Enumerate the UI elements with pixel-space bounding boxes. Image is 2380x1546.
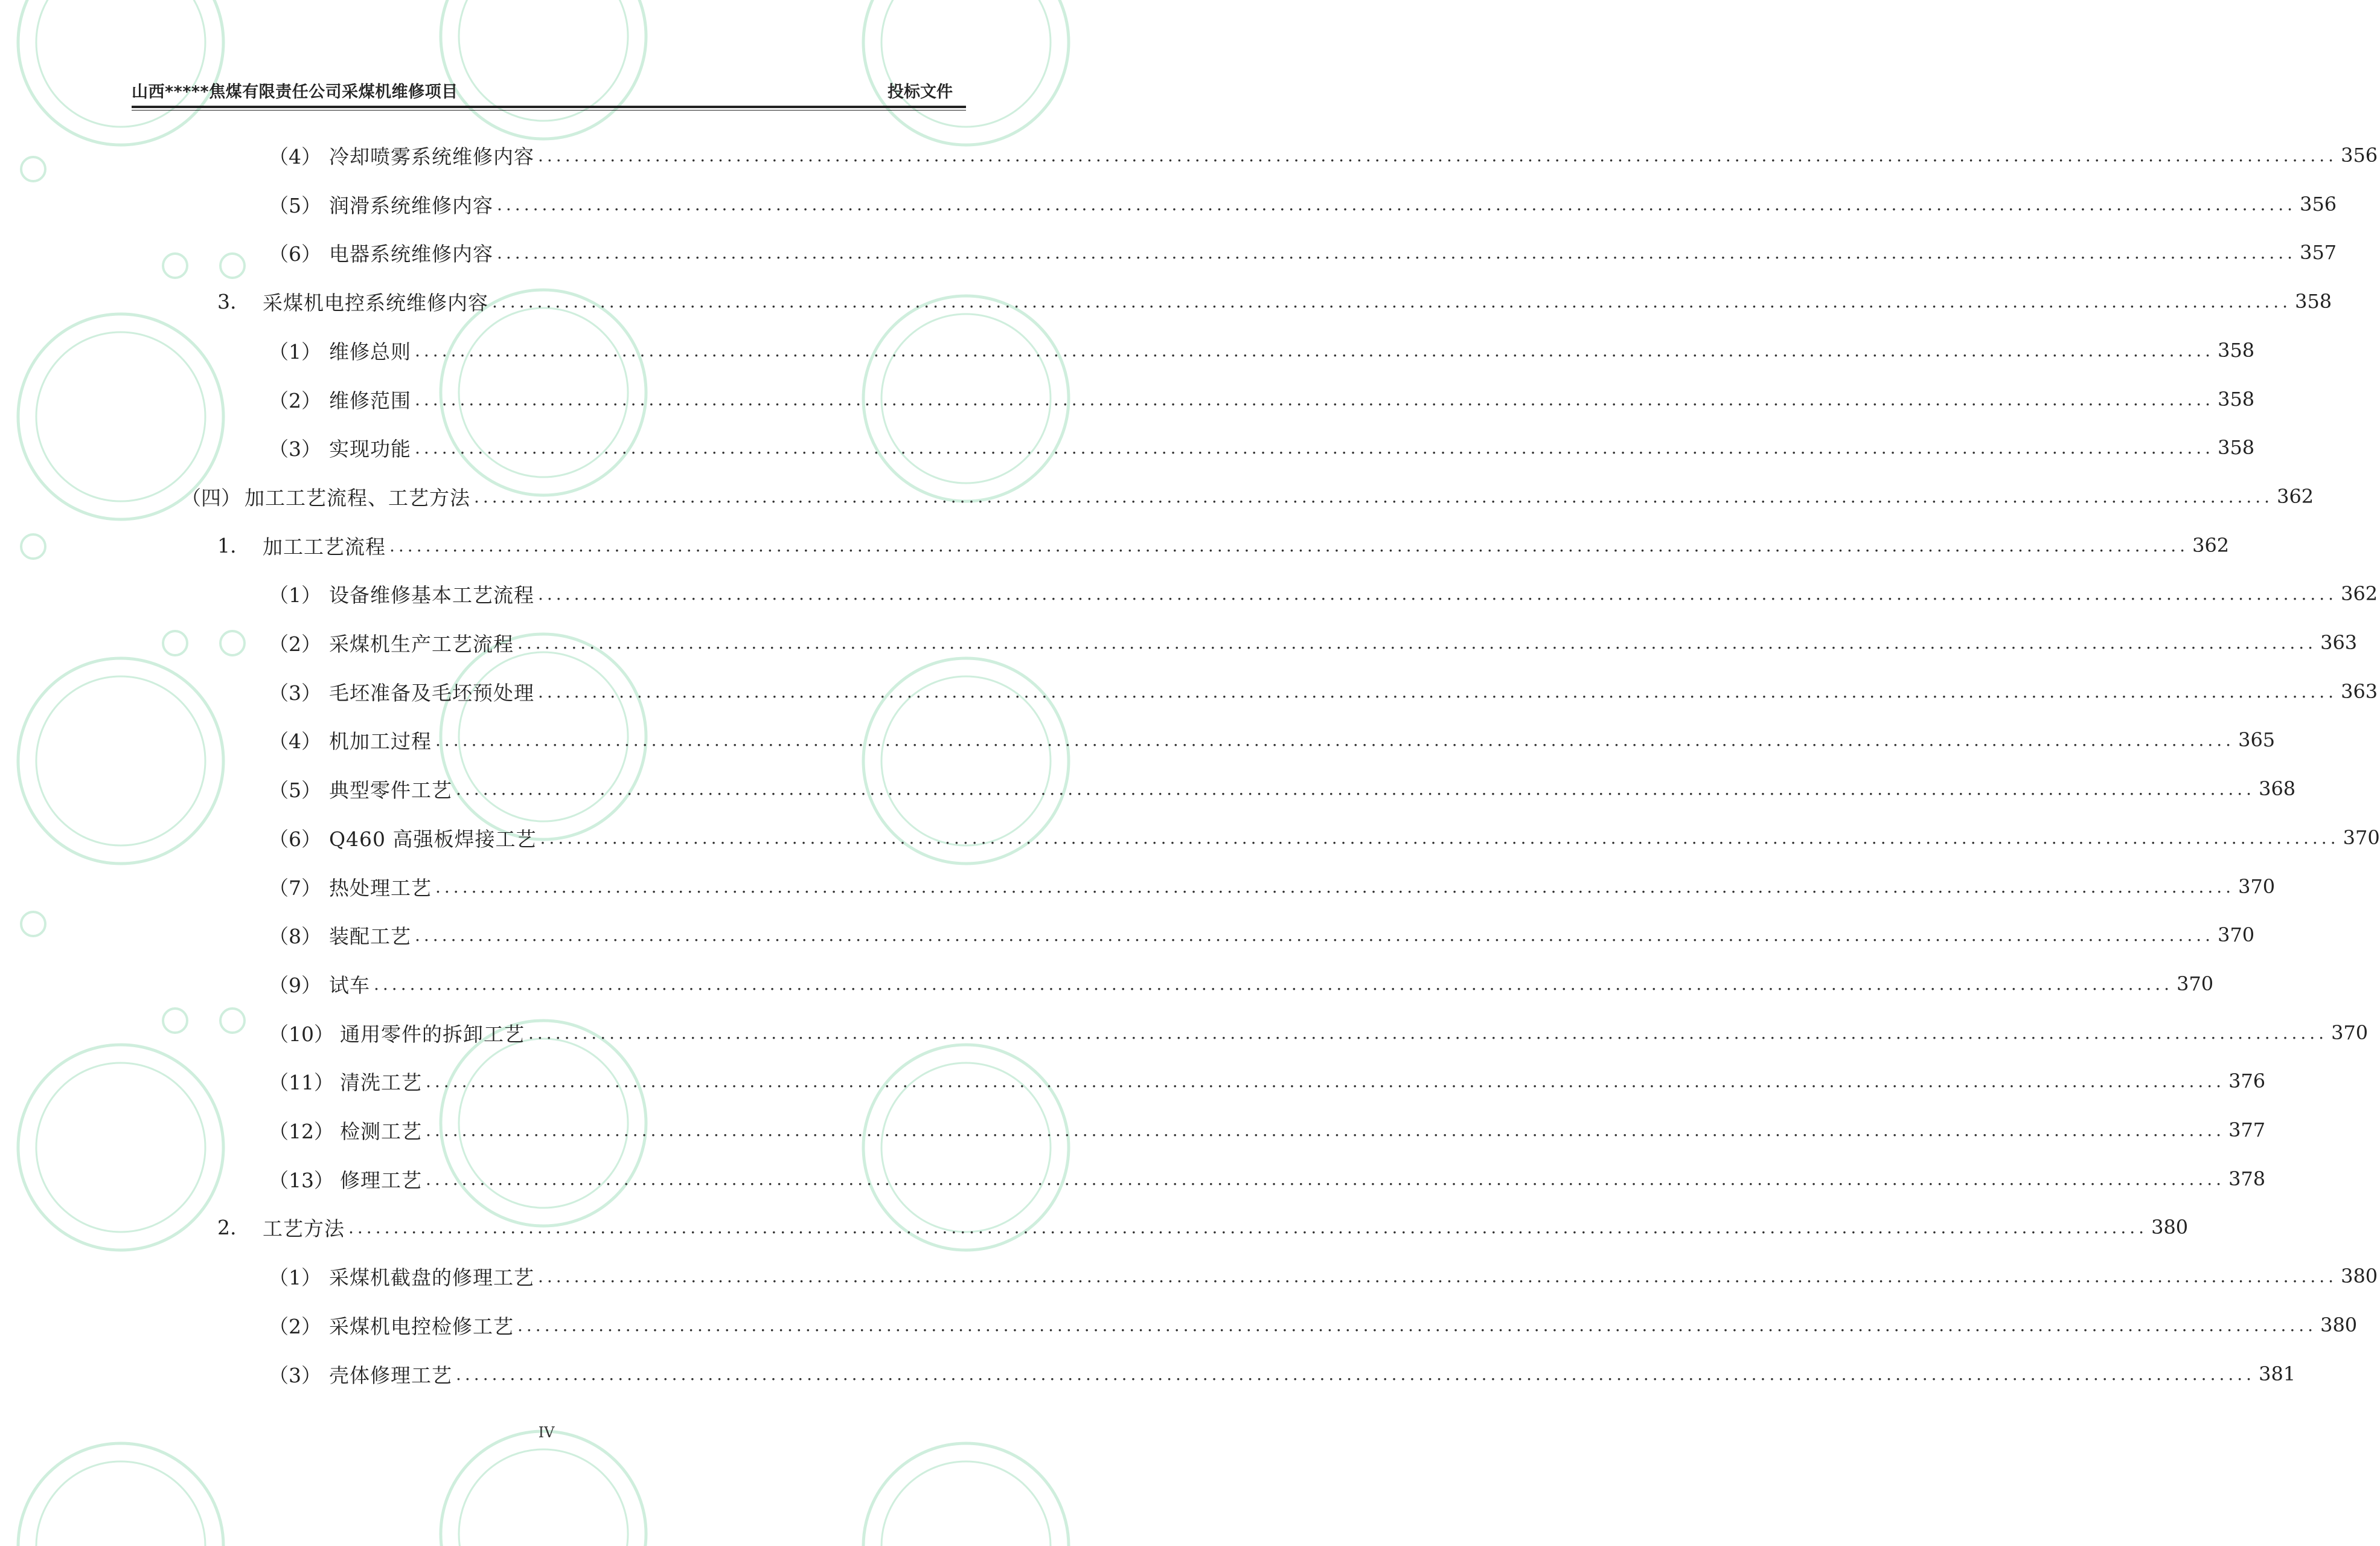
toc-entry-page: 378 [2228, 1167, 2266, 1190]
toc-dot-leader: ........................................................................................................................................................................................................ [415, 340, 2215, 361]
toc-entry-number: （12） [269, 1119, 334, 1143]
toc-entry-title: 冷却喷雾系统维修内容 [329, 144, 534, 168]
toc-dot-leader: ........................................................................................................................................................................................................ [415, 389, 2215, 409]
watermark-ring [36, 1461, 205, 1546]
toc-entry-page: 362 [2192, 534, 2230, 557]
toc-dot-leader: ........................................................................................................................................................................................................ [517, 1315, 2317, 1335]
toc-entry-number: 2. [217, 1215, 237, 1239]
toc-entry[interactable] [269, 725, 2276, 755]
toc-entry-title: 通用零件的拆卸工艺 [340, 1022, 525, 1046]
toc-entry-number: （9） [269, 973, 321, 997]
toc-entry[interactable] [269, 579, 2378, 609]
toc-entry-title: 修理工艺 [340, 1168, 422, 1192]
toc-entry-title: 设备维修基本工艺流程 [329, 583, 534, 607]
toc-entry[interactable] [269, 335, 2255, 365]
toc-entry-number: （2） [269, 388, 321, 412]
toc-entry-number: （6） [269, 242, 321, 266]
toc-dot-leader: ........................................................................................................................................................................................................ [389, 535, 2189, 556]
toc-entry-number: （3） [269, 681, 321, 705]
toc-dot-leader: ........................................................................................................................................................................................................ [528, 1022, 2328, 1043]
toc-entry-page: 370 [2177, 972, 2214, 995]
toc-entry-title: 采煤机电控检修工艺 [329, 1314, 514, 1338]
toc-entry-page: 363 [2320, 631, 2358, 654]
toc-dot-leader: ........................................................................................................................................................................................................ [456, 778, 2256, 799]
toc-entry-page: 358 [2295, 290, 2332, 313]
toc-dot-leader: ........................................................................................................................................................................................................ [538, 145, 2338, 165]
toc-dot-leader: ........................................................................................................................................................................................................ [435, 730, 2235, 750]
toc-entry-number: （5） [269, 193, 321, 217]
toc-entry[interactable] [269, 1261, 2378, 1291]
toc-entry[interactable] [181, 481, 2314, 512]
toc-entry-title: 加工工艺流程、工艺方法 [245, 486, 470, 510]
watermark-ring [18, 1443, 223, 1546]
toc-dot-leader: ........................................................................................................................................................................................................ [374, 973, 2174, 994]
toc-entry-number: （13） [269, 1168, 334, 1192]
toc-entry-title: 热处理工艺 [329, 876, 432, 900]
toc-entry-number: （3） [269, 437, 321, 461]
toc-entry[interactable] [269, 140, 2378, 170]
toc-dot-leader: ........................................................................................................................................................................................................ [348, 1217, 2148, 1237]
toc-dot-leader: ........................................................................................................................................................................................................ [415, 437, 2215, 458]
toc-entry[interactable] [269, 384, 2255, 414]
header-project-title: 山西*****焦煤有限责任公司采煤机维修项目 [132, 83, 458, 101]
toc-entry-page: 356 [2300, 193, 2337, 216]
toc-entry[interactable] [269, 1310, 2358, 1340]
toc-entry-page: 380 [2151, 1216, 2189, 1239]
toc-entry-page: 358 [2218, 339, 2255, 362]
toc-entry-page: 380 [2341, 1265, 2378, 1288]
toc-entry-page: 370 [2218, 923, 2255, 946]
toc-entry-title: 加工工艺流程 [263, 534, 386, 559]
toc-entry-page: 377 [2228, 1118, 2266, 1141]
toc-entry-number: （1） [269, 339, 321, 364]
toc-entry-number: （3） [269, 1363, 321, 1387]
toc-entry[interactable] [269, 1359, 2296, 1389]
toc-entry-title: 维修总则 [329, 339, 411, 364]
toc-entry[interactable] [269, 676, 2378, 707]
toc-entry-page: 362 [2341, 582, 2378, 605]
toc-dot-leader: ........................................................................................................................................................................................................ [426, 1071, 2225, 1091]
toc-entry-title: 典型零件工艺 [329, 778, 452, 802]
toc-entry-title: 试车 [329, 973, 370, 997]
toc-entry-page: 363 [2341, 680, 2378, 703]
toc-dot-leader: ........................................................................................................................................................................................................ [426, 1169, 2225, 1189]
toc-dot-leader: ........................................................................................................................................................................................................ [517, 632, 2317, 653]
toc-entry-page: 362 [2277, 485, 2314, 508]
toc-dot-leader: ........................................................................................................................................................................................................ [435, 876, 2235, 897]
toc-entry-number: （4） [269, 144, 321, 168]
toc-entry-page: 368 [2259, 777, 2296, 800]
watermark-ring [459, 1449, 628, 1546]
toc-entry[interactable] [217, 530, 2230, 560]
toc-entry-number: （2） [269, 1314, 321, 1338]
toc-entry-title: 润滑系统维修内容 [329, 193, 493, 217]
toc-entry-number: （11） [269, 1070, 334, 1094]
toc-dot-leader: ........................................................................................................................................................................................................ [456, 1364, 2256, 1384]
toc-entry-title: 机加工过程 [329, 729, 432, 753]
header-document-type: 投标文件 [888, 83, 953, 101]
toc-entry-number: （6） [269, 827, 321, 851]
toc-entry-title: 采煤机截盘的修理工艺 [329, 1265, 534, 1289]
toc-entry[interactable] [269, 1115, 2266, 1145]
toc-entry-number: 1. [217, 533, 237, 557]
watermark-ring [863, 1443, 1069, 1546]
toc-entry[interactable] [269, 1066, 2266, 1096]
toc-entry-number: （4） [269, 729, 321, 753]
toc-entry-title: 维修范围 [329, 388, 411, 412]
toc-dot-leader: ........................................................................................................................................................................................................ [497, 194, 2297, 214]
page-number: IV [538, 1424, 555, 1441]
toc-entry-number: （四） [181, 486, 241, 510]
toc-entry[interactable] [269, 189, 2337, 219]
toc-entry-number: （1） [269, 1265, 321, 1289]
toc-entry[interactable] [269, 627, 2358, 658]
watermark-ring [881, 1461, 1051, 1546]
toc-entry[interactable] [269, 1164, 2266, 1194]
toc-dot-leader: ........................................................................................................................................................................................................ [415, 925, 2215, 945]
toc-entry-title: 实现功能 [329, 437, 411, 461]
toc-entry-page: 370 [2343, 826, 2380, 849]
toc-entry-title: 装配工艺 [329, 924, 411, 948]
toc-entry-page: 356 [2341, 144, 2378, 167]
toc-entry-page: 376 [2228, 1070, 2266, 1092]
toc-entry-title: 采煤机电控系统维修内容 [263, 290, 488, 315]
toc-entry-page: 357 [2300, 241, 2337, 264]
toc-entry-number: （8） [269, 924, 321, 948]
toc-dot-leader: ........................................................................................................................................................................................................ [492, 291, 2292, 312]
toc-dot-leader: ........................................................................................................................................................................................................ [538, 1266, 2338, 1286]
toc-entry[interactable] [269, 237, 2337, 268]
toc-entry-number: （7） [269, 876, 321, 900]
toc-entry-number: （1） [269, 583, 321, 607]
toc-entry[interactable] [217, 1212, 2189, 1242]
toc-entry-page: 380 [2320, 1313, 2358, 1336]
toc-entry[interactable] [269, 969, 2214, 999]
toc-entry-title: 电器系统维修内容 [329, 242, 493, 266]
toc-entry-page: 381 [2259, 1362, 2296, 1385]
toc-entry[interactable] [269, 1018, 2369, 1048]
toc-entry-title: 壳体修理工艺 [329, 1363, 452, 1387]
toc-entry[interactable] [269, 920, 2255, 950]
toc-entry-title: 毛坯准备及毛坯预处理 [329, 681, 534, 705]
toc-entry-page: 365 [2238, 728, 2276, 751]
toc-dot-leader: ........................................................................................................................................................................................................ [540, 827, 2340, 848]
toc-entry-title: Q460 高强板焊接工艺 [329, 827, 537, 851]
toc-entry[interactable] [269, 823, 2380, 853]
toc-entry[interactable] [269, 432, 2255, 463]
toc-entry[interactable] [269, 774, 2296, 804]
toc-entry-page: 370 [2331, 1021, 2369, 1044]
toc-entry-title: 检测工艺 [340, 1119, 422, 1143]
toc-entry[interactable] [217, 286, 2332, 316]
toc-entry-page: 358 [2218, 436, 2255, 459]
toc-entry-number: （2） [269, 632, 321, 656]
toc-entry-number: 3. [217, 289, 237, 313]
toc-entry-title: 清洗工艺 [340, 1070, 422, 1094]
toc-entry-title: 采煤机生产工艺流程 [329, 632, 514, 656]
toc-entry[interactable] [269, 871, 2276, 902]
toc-dot-leader: ........................................................................................................................................................................................................ [426, 1120, 2225, 1140]
toc-entry-page: 358 [2218, 388, 2255, 411]
toc-entry-number: （5） [269, 778, 321, 802]
toc-entry-page: 370 [2238, 875, 2276, 898]
toc-dot-leader: ........................................................................................................................................................................................................ [538, 583, 2338, 604]
toc-entry-title: 工艺方法 [263, 1216, 345, 1240]
toc-dot-leader: ........................................................................................................................................................................................................ [497, 242, 2297, 263]
toc-dot-leader: ........................................................................................................................................................................................................ [474, 486, 2274, 507]
toc-dot-leader: ........................................................................................................................................................................................................ [538, 681, 2338, 702]
toc-entry-number: （10） [269, 1022, 334, 1046]
